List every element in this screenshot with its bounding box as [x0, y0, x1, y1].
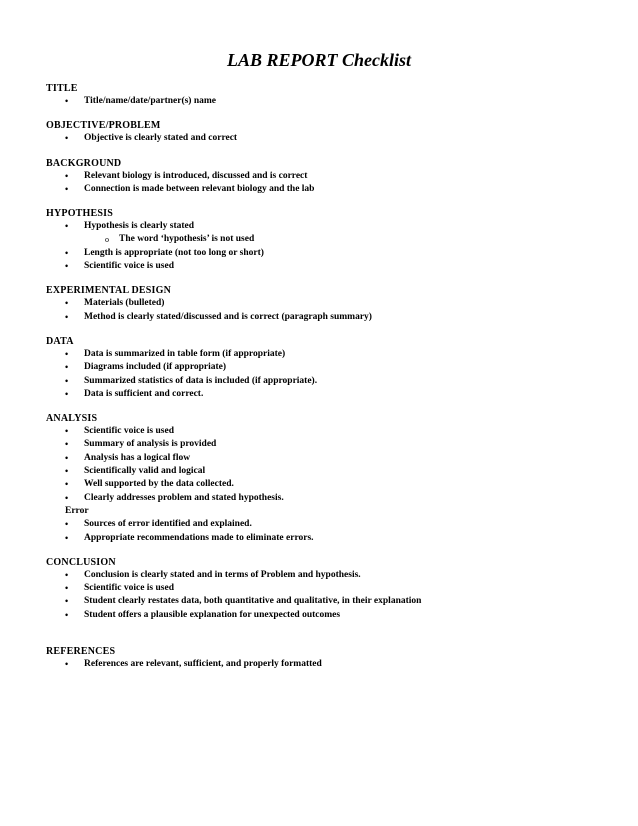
item-text: Scientific voice is used [84, 583, 174, 594]
list-item [46, 452, 606, 465]
section-heading: REFERENCES [46, 646, 116, 658]
checklist-sections [46, 82, 606, 671]
item-text: Student clearly restates data, both quantitative and qualitative, in their explanation [84, 596, 422, 607]
bullet-icon: • [65, 362, 69, 373]
item-text: Scientific voice is used [84, 261, 174, 272]
section-heading: OBJECTIVE/PROBLEM [46, 120, 161, 132]
section-heading: BACKGROUND [46, 157, 122, 169]
bullet-icon: • [65, 311, 69, 322]
item-text: Connection is made between relevant biology and the lab [84, 183, 315, 194]
item-text: Analysis has a logical flow [84, 452, 191, 463]
section-heading: HYPOTHESIS [46, 208, 114, 220]
item-text: Data is summarized in table form (if appropriate) [84, 348, 286, 359]
list-item [46, 311, 606, 324]
section-hypothesis [46, 207, 606, 273]
item-text: The word ‘hypothesis’ is not used [119, 234, 255, 245]
list-item [46, 388, 606, 401]
error-subheading: Error [65, 505, 89, 516]
bullet-icon: • [65, 426, 69, 437]
item-text: Sources of error identified and explained. [84, 519, 252, 530]
list-item [46, 492, 606, 505]
item-text: Student offers a plausible explanation for unexpected outcomes [84, 609, 341, 620]
item-text: Scientifically valid and logical [84, 466, 206, 477]
item-text: Conclusion is clearly stated and in terms of Problem and hypothesis. [84, 569, 361, 580]
list-item [46, 297, 606, 310]
bullet-icon: • [65, 261, 69, 272]
section-heading: TITLE [46, 83, 78, 94]
item-text: References are relevant, sufficient, and properly formatted [84, 659, 322, 670]
item-text: Title/name/date/partner(s) name [84, 96, 217, 106]
list-item [46, 348, 606, 361]
bullet-icon: • [65, 348, 69, 359]
bullet-icon: • [65, 170, 69, 181]
bullet-icon: • [65, 519, 69, 530]
bullet-icon: • [65, 388, 69, 399]
item-text: Objective is clearly stated and correct [84, 133, 238, 144]
list-item [46, 658, 606, 671]
bullet-icon: • [65, 375, 69, 386]
item-text: Summarized statistics of data is included (if appropriate). [84, 375, 318, 386]
bullet-icon: • [65, 247, 69, 258]
item-text: Length is appropriate (not too long or short) [84, 247, 264, 258]
item-text: Clearly addresses problem and stated hypothesis. [84, 492, 284, 503]
circle-bullet-icon: o [105, 235, 109, 245]
item-text: Diagrams included (if appropriate) [84, 362, 227, 373]
item-text: Data is sufficient and correct. [84, 388, 204, 399]
bullet-icon: • [65, 133, 69, 144]
bullet-icon: • [65, 569, 69, 580]
list-item [46, 478, 606, 491]
list-item [46, 361, 606, 374]
bullet-icon: • [65, 221, 69, 232]
item-text: Method is clearly stated/discussed and is correct (paragraph summary) [84, 311, 372, 322]
bullet-icon: • [65, 452, 69, 463]
list-item [46, 532, 606, 545]
list-item [46, 595, 606, 608]
bullet-icon: • [65, 659, 69, 670]
bullet-icon: • [65, 609, 69, 620]
bullet-icon: • [65, 183, 69, 194]
list-item [46, 132, 606, 145]
section-conclusion [46, 556, 606, 622]
section-heading: EXPERIMENTAL DESIGN [46, 285, 172, 297]
list-item [46, 260, 606, 273]
list-item [46, 569, 606, 582]
item-text: Well supported by the data collected. [84, 479, 234, 490]
item-text: Relevant biology is introduced, discussed and is correct [84, 170, 308, 181]
item-text: Hypothesis is clearly stated [84, 221, 195, 232]
list-item [46, 438, 606, 451]
list-item [46, 95, 606, 108]
section-background [46, 157, 606, 197]
item-text: Appropriate recommendations made to eliminate errors. [84, 532, 314, 543]
section-title [46, 82, 606, 108]
section-references [46, 645, 606, 671]
list-item [46, 247, 606, 260]
item-text: Scientific voice is used [84, 426, 174, 437]
section-heading: ANALYSIS [46, 413, 98, 425]
section-analysis [46, 412, 606, 545]
bullet-icon: • [65, 583, 69, 594]
bullet-icon: • [65, 492, 69, 503]
bullet-icon: • [65, 298, 69, 309]
list-item [46, 170, 606, 183]
list-item [46, 582, 606, 595]
item-text: Summary of analysis is provided [84, 439, 217, 450]
section-heading: CONCLUSION [46, 556, 116, 568]
bullet-icon: • [65, 439, 69, 450]
section-heading: DATA [46, 335, 74, 347]
list-item [46, 220, 606, 233]
bullet-icon: • [65, 596, 69, 607]
item-text: Materials (bulleted) [84, 298, 165, 309]
section-data [46, 335, 606, 401]
sub-list-item [46, 233, 606, 246]
section-experimental-design [46, 284, 606, 324]
list-item [46, 183, 606, 196]
list-item [46, 375, 606, 388]
bullet-icon: • [65, 479, 69, 490]
list-item [46, 465, 606, 478]
bullet-icon: • [65, 466, 69, 477]
bullet-icon: • [65, 96, 69, 106]
list-item [46, 609, 606, 622]
bullet-icon: • [65, 532, 69, 543]
list-item [46, 425, 606, 438]
list-item [46, 518, 606, 531]
section-objective-problem [46, 119, 606, 145]
page-title: LAB REPORT Checklist [226, 50, 412, 70]
